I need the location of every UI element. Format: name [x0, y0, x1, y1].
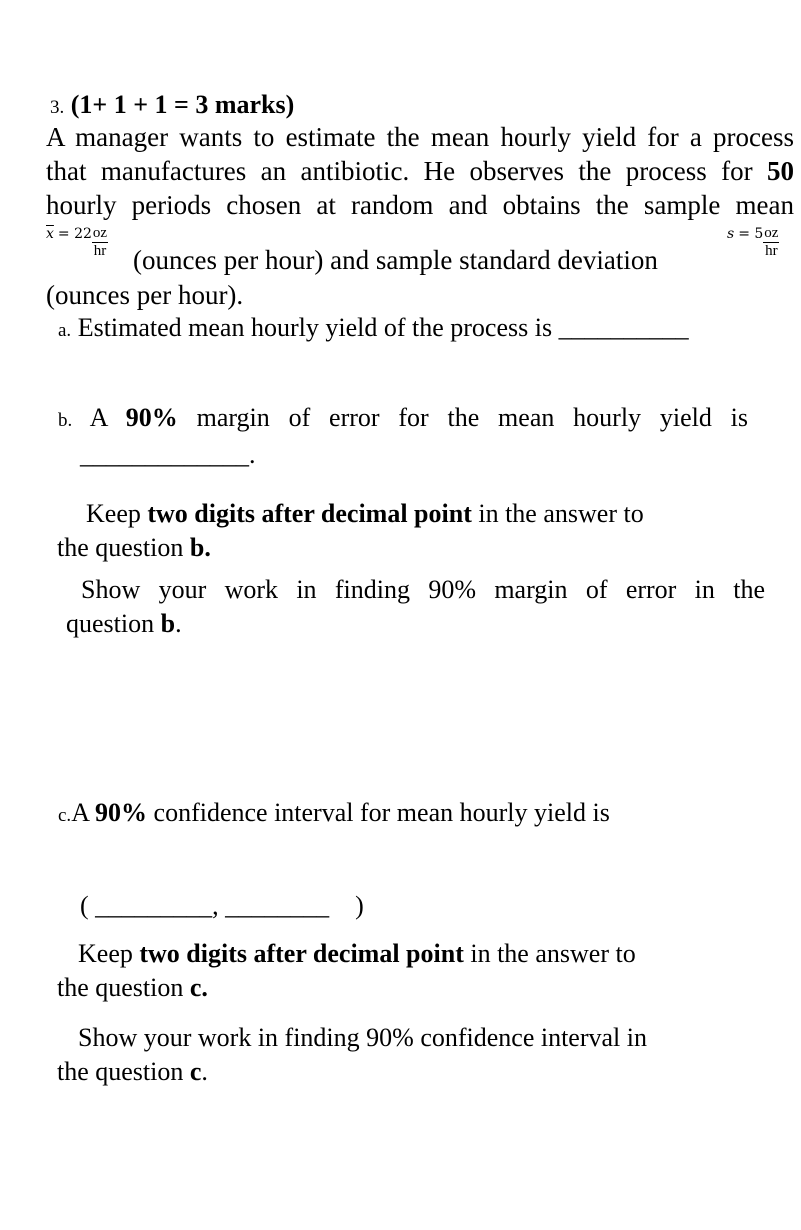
- part-b-answer-blank[interactable]: _____________.: [80, 440, 256, 469]
- note-c-line-1: Keep two digits after decimal point in the answer to: [78, 939, 636, 968]
- question-number: 3.: [50, 97, 65, 118]
- part-a: [58, 311, 689, 348]
- mean-value: = 22: [57, 226, 92, 242]
- intro-line-2: that manufactures an antibiotic. He observes the process for 50: [46, 156, 794, 186]
- note-c-line-2: the question c.: [57, 973, 208, 1002]
- intro-line-3: hourly periods chosen at random and obtains the sample mean: [46, 190, 794, 220]
- part-c-interval-blanks[interactable]: ( _________, ________ ): [80, 891, 364, 920]
- mean-unit: $\frac{oz}{hr}$: [92, 225, 108, 259]
- sample-sd-formula: [727, 226, 779, 266]
- part-c: c.A 90% confidence interval for mean hourly yield is: [58, 798, 610, 827]
- show-c-line-2: the question c.: [57, 1057, 208, 1086]
- marks-label: (1+ 1 + 1 = 3 marks): [70, 90, 295, 119]
- show-b-line-1: Show your work in finding 90% margin of error in the: [81, 575, 765, 604]
- sd-unit: $\frac{oz}{hr}$: [764, 225, 779, 259]
- note-b-line-2: the question b.: [57, 533, 211, 562]
- intro-line-5: (ounces per hour).: [46, 280, 244, 310]
- part-a-answer-blank[interactable]: __________: [558, 313, 689, 342]
- mean-symbol: $\overline{x}$: [46, 226, 54, 242]
- part-c-label: c.: [58, 805, 72, 826]
- sd-value: = 5: [738, 226, 764, 242]
- show-b-line-2: question b.: [66, 609, 182, 638]
- sample-mean-formula: [46, 226, 108, 266]
- note-b-line-1: Keep two digits after decimal point in the answer to: [86, 499, 644, 528]
- intro-line-1: A manager wants to estimate the mean hourly yield for a process: [46, 122, 794, 152]
- part-a-label: a.: [58, 320, 72, 341]
- show-c-line-1: Show your work in finding 90% confidence interval in: [78, 1023, 647, 1052]
- sd-symbol: s: [727, 226, 735, 242]
- intro-line-4: (ounces per hour) and sample standard deviation: [133, 245, 658, 275]
- part-a-text: Estimated mean hourly yield of the process is: [77, 313, 553, 342]
- part-b: b. A 90% margin of error for the mean hourly yield is: [58, 403, 748, 432]
- part-b-label: b.: [58, 410, 73, 431]
